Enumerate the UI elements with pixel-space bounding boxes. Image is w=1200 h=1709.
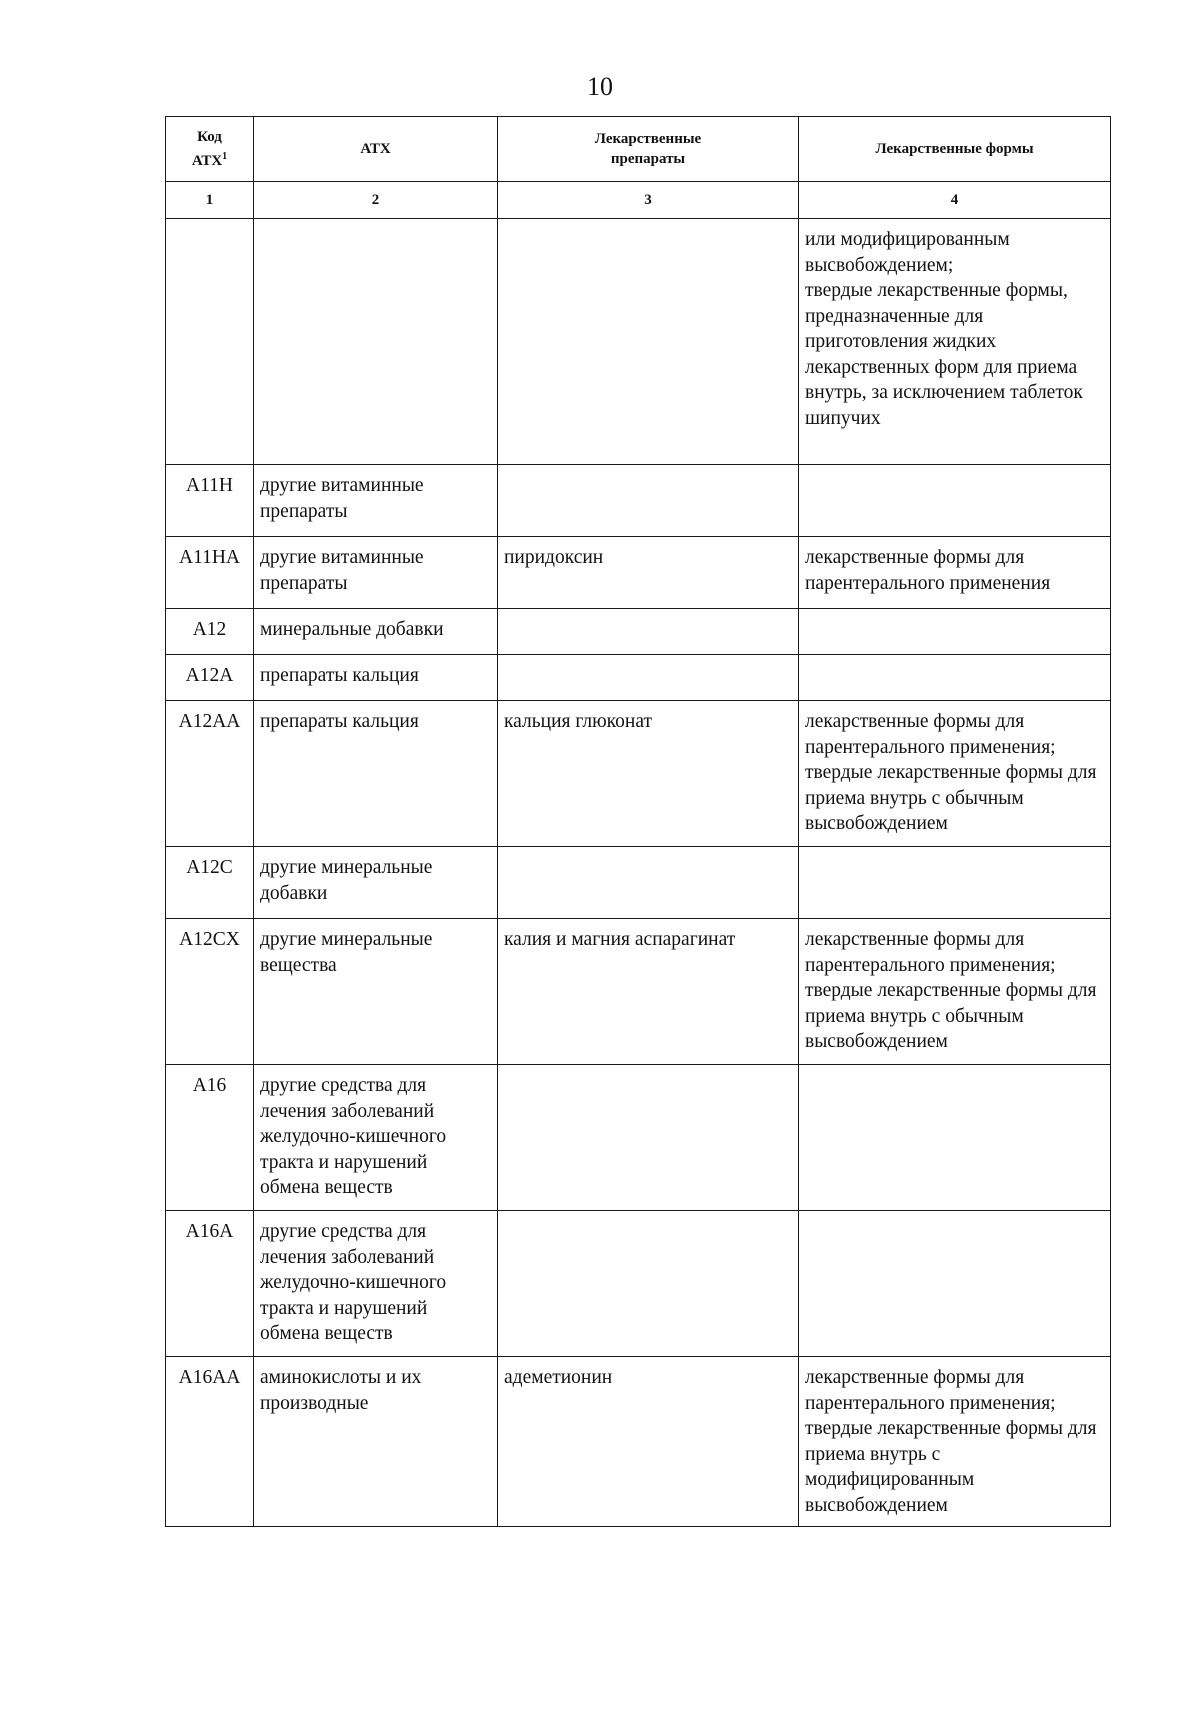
cell-atc: аминокислоты и их производные: [254, 1357, 498, 1527]
cell-code: A12A: [166, 655, 254, 701]
cell-atc: минеральные добавки: [254, 609, 498, 655]
table-row: [166, 701, 1111, 847]
cell-drug: калия и магния аспарагинат: [498, 919, 799, 1065]
header-code-line1: Код: [197, 129, 222, 145]
table-body: [166, 219, 1111, 1527]
header-drugs-line1: Лекарственные: [594, 131, 702, 147]
header-forms: Лекарственные формы: [799, 117, 1111, 182]
cell-atc: другие минеральные добавки: [254, 847, 498, 919]
cell-code: A11H: [166, 465, 254, 537]
cell-code: A12C: [166, 847, 254, 919]
cell-atc: другие витаминные препараты: [254, 537, 498, 609]
cell-forms: лекарственные формы для парентерального применения: [799, 537, 1111, 609]
header-drugs-line2: препараты: [610, 151, 686, 167]
table-row: [166, 609, 1111, 655]
cell-atc: препараты кальция: [254, 655, 498, 701]
cell-forms: [799, 1211, 1111, 1357]
cell-code: A11HA: [166, 537, 254, 609]
page-number: 10: [587, 72, 613, 101]
cell-code: A16AA: [166, 1357, 254, 1527]
cell-forms: или модифицированным высвобождением; твердые лекарственные формы, предназначенные для приготовления жидких лекарственных форм для приема внутрь, за исключением таблеток шипучих: [799, 219, 1111, 465]
table-row: [166, 655, 1111, 701]
column-number-2: 2: [254, 182, 498, 219]
cell-forms: лекарственные формы для парентерального применения; твердые лекарственные формы для приема внутрь с обычным высвобождением: [799, 701, 1111, 847]
table-row: [166, 219, 1111, 465]
cell-forms: [799, 1065, 1111, 1211]
cell-code: A12AA: [166, 701, 254, 847]
cell-atc: [254, 219, 498, 465]
cell-drug: [498, 847, 799, 919]
cell-atc: другие средства для лечения заболеваний желудочно-кишечного тракта и нарушений обмена веществ: [254, 1211, 498, 1357]
cell-drug: [498, 1065, 799, 1211]
cell-code: [166, 219, 254, 465]
table-number-row: [166, 182, 1111, 219]
column-number-1: 1: [166, 182, 254, 219]
cell-atc: препараты кальция: [254, 701, 498, 847]
cell-atc: другие минеральные вещества: [254, 919, 498, 1065]
cell-drug: [498, 219, 799, 465]
cell-atc: другие средства для лечения заболеваний желудочно-кишечного тракта и нарушений обмена веществ: [254, 1065, 498, 1211]
cell-code: A16: [166, 1065, 254, 1211]
header-drugs: [498, 117, 799, 182]
cell-drug: [498, 655, 799, 701]
cell-code: A12CX: [166, 919, 254, 1065]
cell-atc: другие витаминные препараты: [254, 465, 498, 537]
header-code-line2: АТХ: [191, 153, 223, 169]
header-code-footnote: 1: [222, 151, 228, 162]
cell-drug: адеметионин: [498, 1357, 799, 1527]
header-code: [166, 117, 254, 182]
cell-forms: [799, 609, 1111, 655]
cell-forms: [799, 847, 1111, 919]
table-row: [166, 537, 1111, 609]
cell-drug: [498, 609, 799, 655]
drug-table: [165, 116, 1111, 1527]
cell-forms: [799, 655, 1111, 701]
table-row: [166, 1065, 1111, 1211]
cell-code: A16A: [166, 1211, 254, 1357]
cell-drug: пиридоксин: [498, 537, 799, 609]
table-row: [166, 1357, 1111, 1527]
cell-forms: [799, 465, 1111, 537]
cell-forms: лекарственные формы для парентерального применения; твердые лекарственные формы для приема внутрь с модифицированным высвобождением: [799, 1357, 1111, 1527]
cell-drug: [498, 465, 799, 537]
table-row: [166, 847, 1111, 919]
table-row: [166, 919, 1111, 1065]
header-atc: АТХ: [254, 117, 498, 182]
table-row: [166, 465, 1111, 537]
table-header-row: [166, 117, 1111, 182]
cell-drug: [498, 1211, 799, 1357]
column-number-4: 4: [799, 182, 1111, 219]
cell-code: A12: [166, 609, 254, 655]
table-row: [166, 1211, 1111, 1357]
cell-forms: лекарственные формы для парентерального применения; твердые лекарственные формы для приема внутрь с обычным высвобождением: [799, 919, 1111, 1065]
cell-drug: кальция глюконат: [498, 701, 799, 847]
column-number-3: 3: [498, 182, 799, 219]
